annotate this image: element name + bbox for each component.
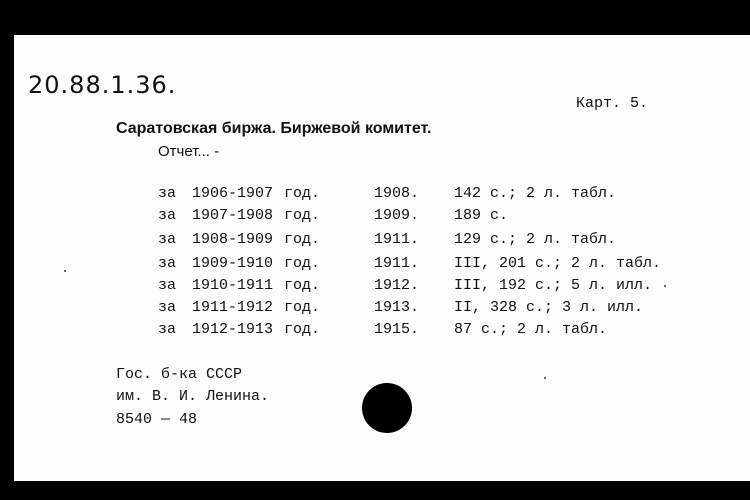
row-details: 189 с. — [454, 207, 509, 224]
row-word: год. — [284, 185, 321, 202]
row-period: 1906-1907 — [192, 185, 274, 202]
row-word: год. — [284, 255, 321, 272]
row-period: 1909-1910 — [192, 255, 274, 272]
row-period: 1912-1913 — [192, 321, 274, 338]
row-prefix: за — [158, 277, 177, 294]
card-title: Саратовская биржа. Биржевой комитет. — [116, 120, 432, 137]
speck — [544, 377, 546, 379]
punch-hole — [362, 383, 412, 433]
row-year: 1915. — [374, 321, 420, 338]
card-subtitle: Отчет... - — [158, 143, 220, 160]
card-number: Карт. 5. — [576, 95, 649, 112]
row-year: 1909. — [374, 207, 420, 224]
row-prefix: за — [158, 321, 177, 338]
library-subname: им. В. И. Ленина. — [116, 388, 270, 405]
row-details: 142 с.; 2 л. табл. — [454, 185, 617, 202]
row-period: 1908-1909 — [192, 231, 274, 248]
row-details: III, 201 с.; 2 л. табл. — [454, 255, 662, 272]
row-details: 87 с.; 2 л. табл. — [454, 321, 608, 338]
row-year: 1912. — [374, 277, 420, 294]
speck — [664, 285, 666, 287]
row-word: год. — [284, 277, 321, 294]
row-details: 129 с.; 2 л. табл. — [454, 231, 617, 248]
row-word: год. — [284, 231, 321, 248]
row-period: 1907-1908 — [192, 207, 274, 224]
row-period: 1911-1912 — [192, 299, 274, 316]
row-word: год. — [284, 321, 321, 338]
handwritten-shelfmark: 20.88.1.36. — [28, 71, 177, 99]
row-prefix: за — [158, 299, 177, 316]
row-year: 1911. — [374, 255, 420, 272]
row-details: II, 328 с.; 3 л. илл. — [454, 299, 644, 316]
row-prefix: за — [158, 255, 177, 272]
row-prefix: за — [158, 231, 177, 248]
row-word: год. — [284, 299, 321, 316]
row-year: 1911. — [374, 231, 420, 248]
row-year: 1908. — [374, 185, 420, 202]
row-period: 1910-1911 — [192, 277, 274, 294]
row-year: 1913. — [374, 299, 420, 316]
library-code: 8540 — 48 — [116, 411, 198, 428]
row-details: III, 192 с.; 5 л. илл. — [454, 277, 653, 294]
library-name: Гос. б-ка СССР — [116, 366, 243, 383]
row-prefix: за — [158, 185, 177, 202]
speck — [64, 270, 66, 272]
row-prefix: за — [158, 207, 177, 224]
row-word: год. — [284, 207, 321, 224]
